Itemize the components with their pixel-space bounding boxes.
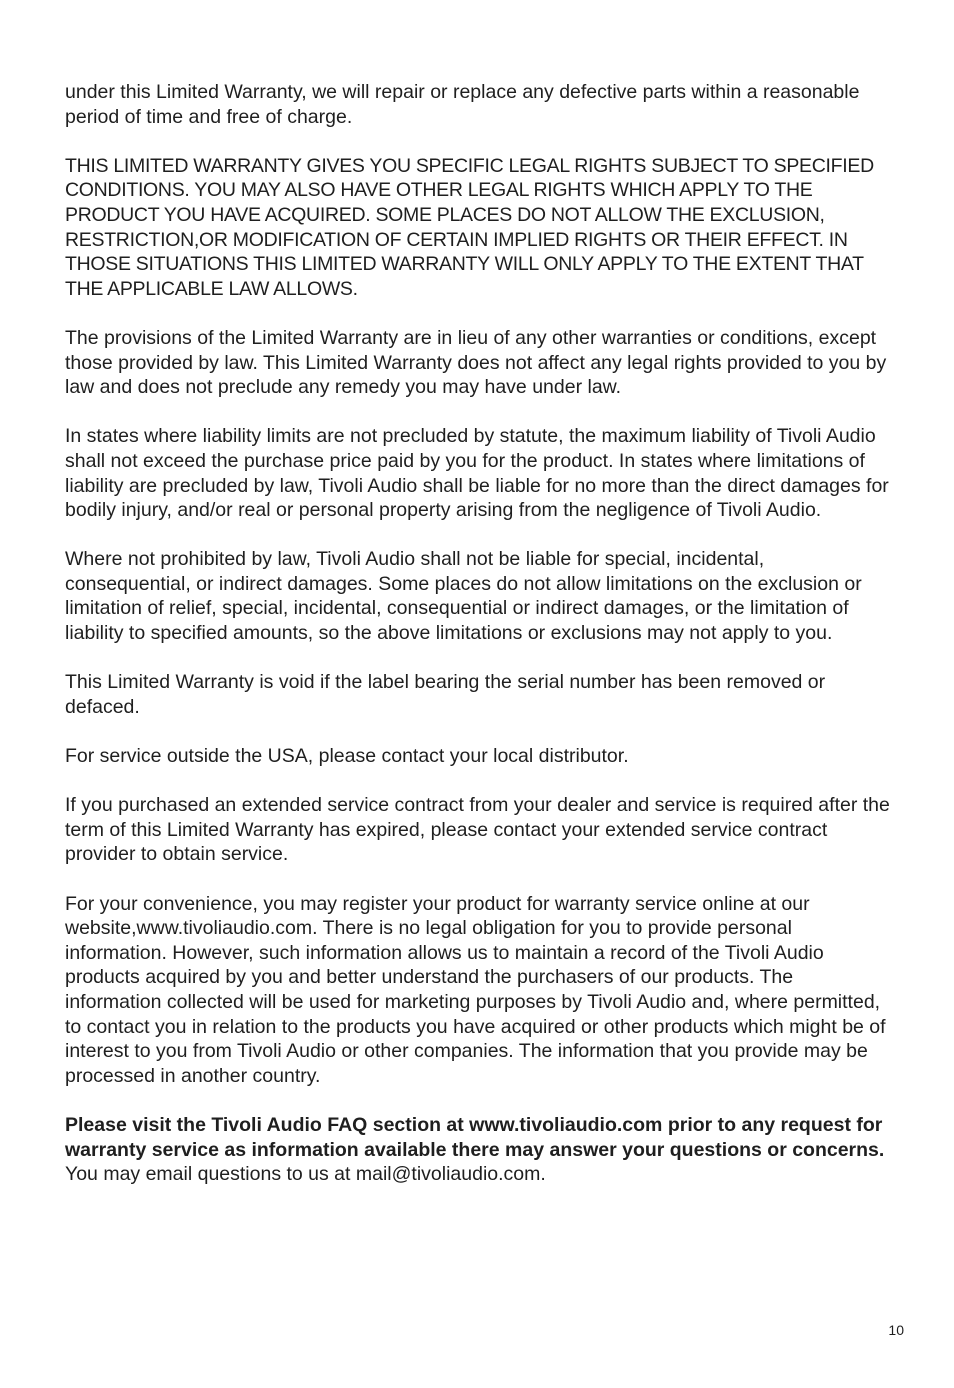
document-body	[65, 80, 891, 1211]
warranty-repair-paragraph: under this Limited Warranty, we will repair or replace any defective parts within a reasonable period of time and free of charge.	[65, 81, 860, 128]
damages-exclusion-paragraph: Where not prohibited by law, Tivoli Audio shall not be liable for special, incidental, consequential, or indirect damages. Some places do not allow limitations on the exclusion or limitation of relief, special, incidental, consequential or indirect damages, or the limitation of liability to specified amounts, so the above limitations or exclusions may not apply to you.	[65, 548, 862, 645]
provisions-paragraph: The provisions of the Limited Warranty are in lieu of any other warranties or conditions, except those provided by law. This Limited Warranty does not affect any legal rights provided to you by law and does not preclude any remedy you may have under law.	[65, 326, 887, 399]
void-warranty-paragraph: This Limited Warranty is void if the label bearing the serial number has been removed or defaced.	[65, 671, 826, 718]
service-outside-usa-paragraph: For service outside the USA, please contact your local distributor.	[65, 745, 629, 768]
email-contact-text: You may email questions to us at mail@tivoliaudio.com.	[65, 1163, 546, 1186]
registration-paragraph: For your convenience, you may register your product for warranty service online at our website,www.tivoliaudio.com. There is no legal obligation for you to provide personal information. However, such information allows us to maintain a record of the Tivoli Audio products acquired by you and better understand the purchasers of our products. The information collected will be used for marketing purposes by Tivoli Audio and, where permitted, to contact you in relation to the products you have acquired or other products which might be of interest to you from Tivoli Audio or other companies. The information that you provide may be processed in another country.	[65, 892, 886, 1087]
legal-rights-paragraph: THIS LIMITED WARRANTY GIVES YOU SPECIFIC LEGAL RIGHTS SUBJECT TO SPECIFIED CONDITIONS. YOU MAY ALSO HAVE OTHER LEGAL RIGHTS WHICH APPLY TO THE PRODUCT YOU HAVE ACQUIRED. SOME PLACES DO NOT ALLOW THE EXCLUSION, RESTRICTION,OR MODIFICATION OF CERTAIN IMPLIED RIGHTS OR THEIR EFFECT. IN THOSE SITUATIONS THIS LIMITED WARRANTY WILL ONLY APPLY TO THE EXTENT THAT THE APPLICABLE LAW ALLOWS.	[65, 154, 874, 300]
liability-limits-paragraph: In states where liability limits are not precluded by statute, the maximum liability of Tivoli Audio shall not exceed the purchase price paid by you for the product. In states where limitations of liability are precluded by law, Tivoli Audio shall be liable for no more than the direct damages for bodily injury, and/or real or personal property arising from the negligence of Tivoli Audio.	[65, 425, 889, 522]
faq-paragraph	[65, 1113, 891, 1187]
faq-bold-text: Please visit the Tivoli Audio FAQ section at www.tivoliaudio.com prior to any request for warranty service as information available there may answer your questions or concerns.	[65, 1113, 885, 1161]
extended-service-paragraph: If you purchased an extended service contract from your dealer and service is required after the term of this Limited Warranty has expired, please contact your extended service contract provider to obtain service.	[65, 794, 890, 866]
page-number: 10	[888, 1322, 904, 1338]
